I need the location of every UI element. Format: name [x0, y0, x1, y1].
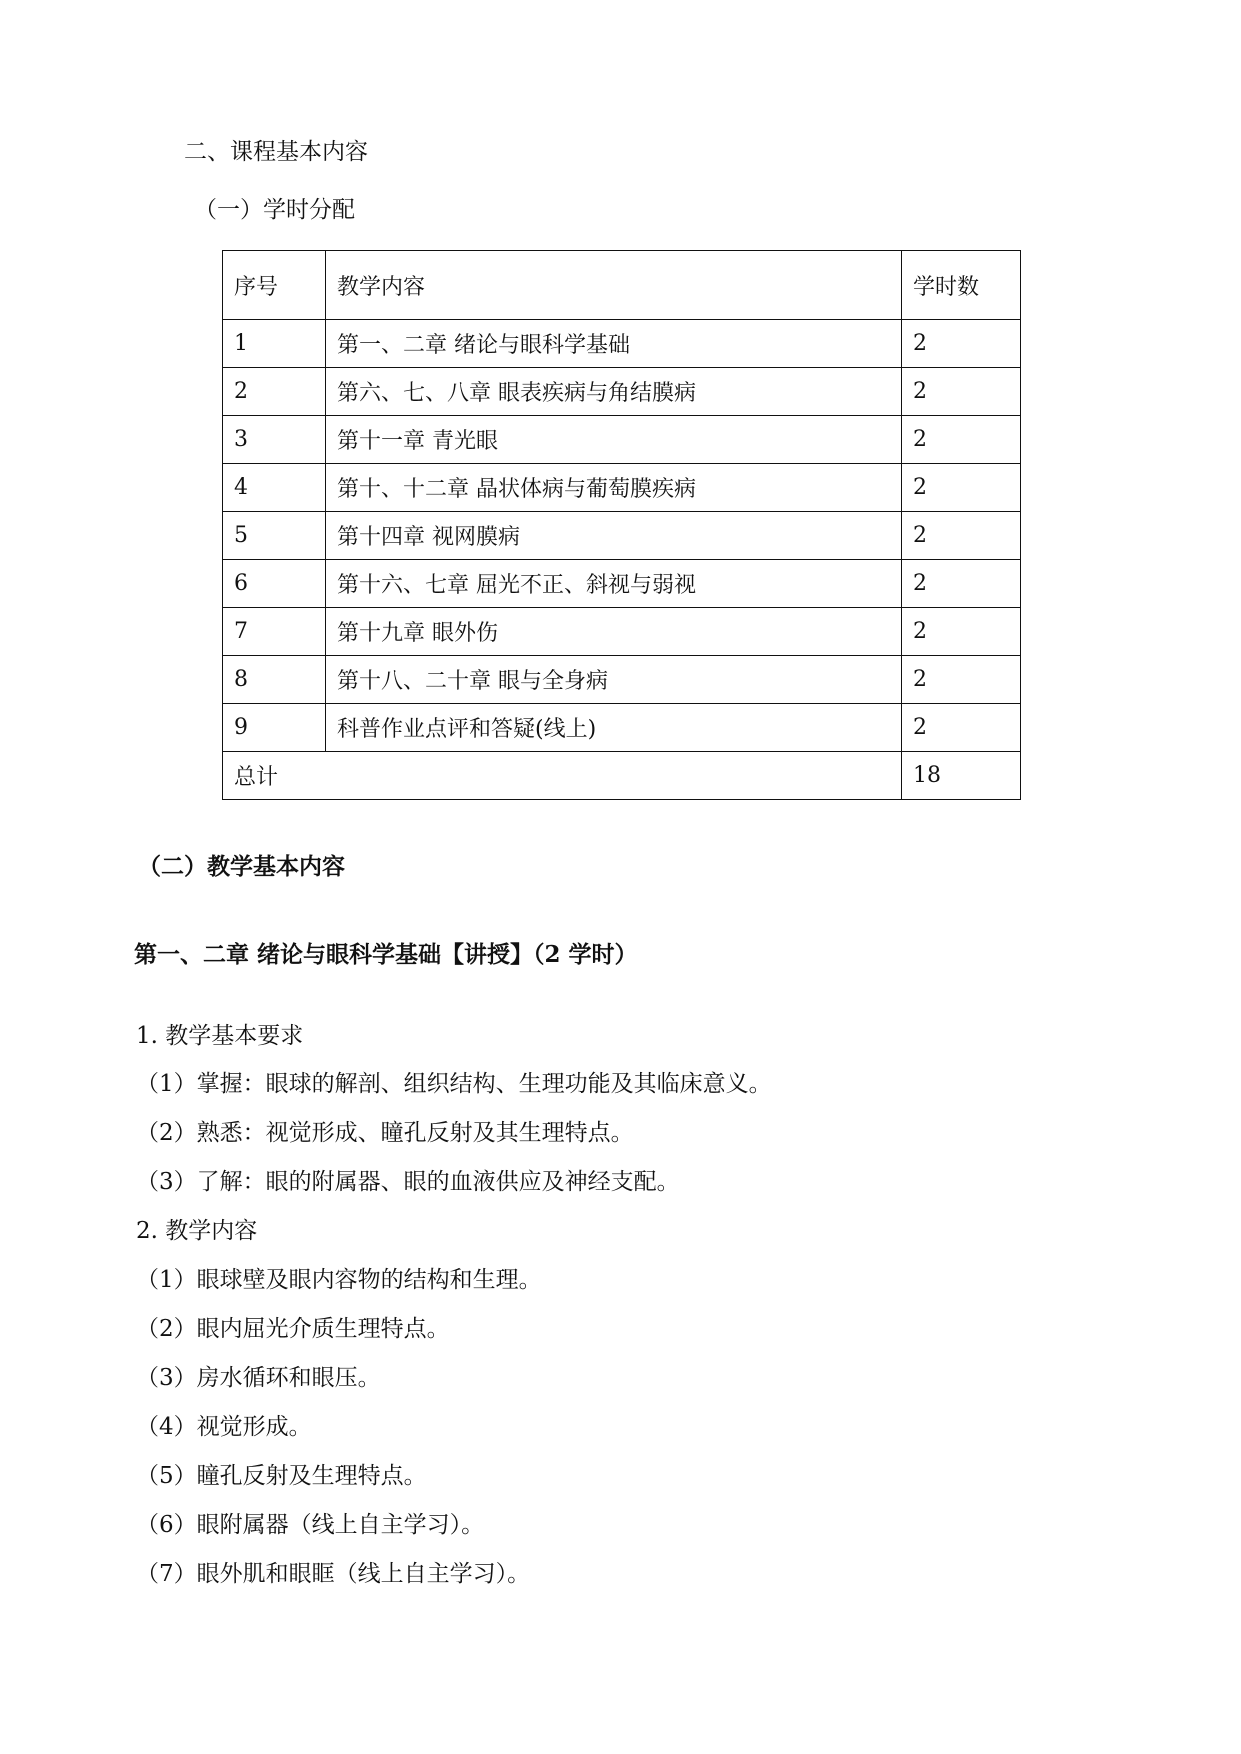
- cell-hours: 2: [902, 656, 1021, 704]
- header-cell-number: 序号: [223, 251, 326, 320]
- cell-number: 1: [223, 320, 326, 368]
- requirement-item: （1）掌握：眼球的解剖、组织结构、生理功能及其临床意义。: [136, 1071, 772, 1097]
- content-item: （5）瞳孔反射及生理特点。: [136, 1463, 427, 1489]
- table-row: [223, 704, 1021, 752]
- table-row: [223, 368, 1021, 416]
- cell-content: 第十一章 青光眼: [326, 416, 902, 464]
- content-item: （4）视觉形成。: [136, 1414, 312, 1440]
- cell-hours: 2: [902, 512, 1021, 560]
- table-total-row: [223, 752, 1021, 800]
- total-label: 总计: [223, 752, 902, 800]
- cell-number: 9: [223, 704, 326, 752]
- cell-hours: 2: [902, 704, 1021, 752]
- table-header-row: [223, 251, 1021, 320]
- chapter-title: 第一、二章 绪论与眼科学基础【讲授】（2 学时）: [134, 941, 638, 968]
- cell-hours: 2: [902, 320, 1021, 368]
- cell-hours: 2: [902, 608, 1021, 656]
- subsection-title-hours: （一）学时分配: [194, 197, 355, 223]
- table-row: [223, 560, 1021, 608]
- cell-content: 第一、二章 绪论与眼科学基础: [326, 320, 902, 368]
- total-hours: 18: [902, 752, 1021, 800]
- cell-hours: 2: [902, 560, 1021, 608]
- cell-content: 第十六、七章 屈光不正、斜视与弱视: [326, 560, 902, 608]
- table-row: [223, 464, 1021, 512]
- content-item: （2）眼内屈光介质生理特点。: [136, 1316, 450, 1342]
- requirements-title: 1. 教学基本要求: [136, 1023, 304, 1049]
- cell-content: 第十九章 眼外伤: [326, 608, 902, 656]
- content-item: （1）眼球壁及眼内容物的结构和生理。: [136, 1267, 542, 1293]
- content-item: （3）房水循环和眼压。: [136, 1365, 381, 1391]
- cell-content: 科普作业点评和答疑(线上): [326, 704, 902, 752]
- cell-content: 第十八、二十章 眼与全身病: [326, 656, 902, 704]
- cell-hours: 2: [902, 464, 1021, 512]
- table-row: [223, 416, 1021, 464]
- cell-hours: 2: [902, 368, 1021, 416]
- table-row: [223, 320, 1021, 368]
- header-cell-content: 教学内容: [326, 251, 902, 320]
- requirement-item: （3）了解：眼的附属器、眼的血液供应及神经支配。: [136, 1169, 680, 1195]
- cell-number: 2: [223, 368, 326, 416]
- table-row: [223, 608, 1021, 656]
- hours-allocation-table: [222, 250, 1021, 800]
- subsection-title-content: （二）教学基本内容: [138, 853, 345, 880]
- cell-content: 第六、七、八章 眼表疾病与角结膜病: [326, 368, 902, 416]
- cell-number: 7: [223, 608, 326, 656]
- section-title: 二、课程基本内容: [184, 139, 368, 165]
- cell-hours: 2: [902, 416, 1021, 464]
- cell-content: 第十四章 视网膜病: [326, 512, 902, 560]
- cell-number: 4: [223, 464, 326, 512]
- header-cell-hours: 学时数: [902, 251, 1021, 320]
- cell-content: 第十、十二章 晶状体病与葡萄膜疾病: [326, 464, 902, 512]
- cell-number: 8: [223, 656, 326, 704]
- requirement-item: （2）熟悉：视觉形成、瞳孔反射及其生理特点。: [136, 1120, 634, 1146]
- table-row: [223, 656, 1021, 704]
- cell-number: 6: [223, 560, 326, 608]
- table-row: [223, 512, 1021, 560]
- content-item: （7）眼外肌和眼眶（线上自主学习）。: [136, 1561, 531, 1587]
- cell-number: 3: [223, 416, 326, 464]
- content-title: 2. 教学内容: [136, 1218, 258, 1244]
- cell-number: 5: [223, 512, 326, 560]
- content-item: （6）眼附属器（线上自主学习）。: [136, 1512, 485, 1538]
